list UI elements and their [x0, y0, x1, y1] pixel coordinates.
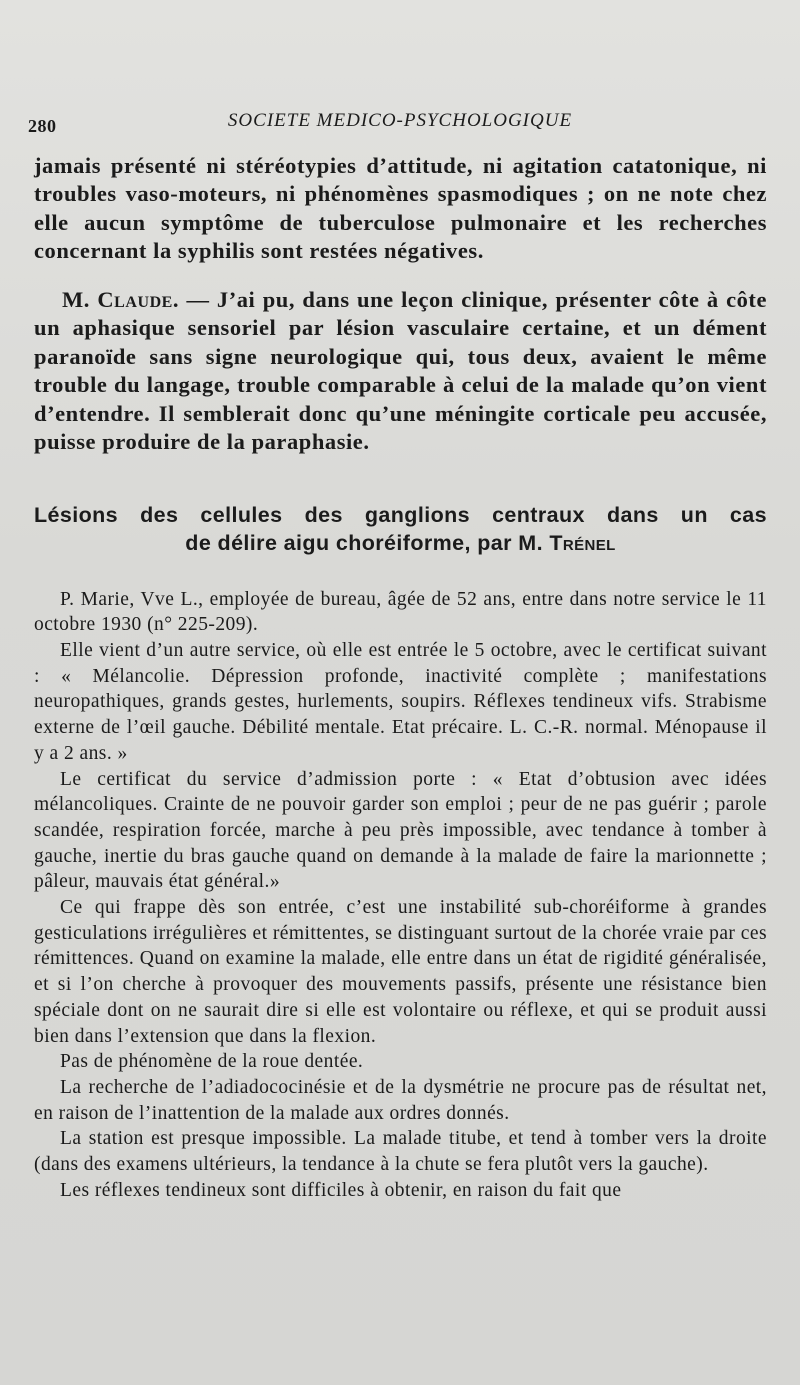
- section-author: Trénel: [549, 530, 616, 555]
- section-title: [34, 501, 767, 557]
- case-report: [34, 587, 767, 1204]
- paragraph-claude-remark: [34, 286, 767, 457]
- remark-text: — J’ai pu, dans une leçon clinique, présenter côte à côte un aphasique sensoriel par lésion vasculaire certaine, et un dément paranoïde sans signe neurologique qui, tous deux, avaient le même trouble du langage, trouble comparable à celui de la malade qu’on vient d’entendre. Il semblerait donc qu’une méningite corticale peu accusée, puisse produire de la paraphasie.: [34, 286, 767, 455]
- body-paragraph: Ce qui frappe dès son entrée, c’est une instabilité sub-choréiforme à grandes gesticulations irrégulières et rémittentes, se distinguant surtout de la chorée vraie par ces rémittences. Quand on examine la malade, elle entre dans un état de rigidité généralisée, et si l’on cherche à provoquer des mouvements passifs, présente une résistance bien spéciale dont on ne saurait dire si elle est volontaire ou réflexe, et qui se produit aussi bien dans l’extension que dans la flexion.: [34, 897, 767, 1047]
- page-header: [0, 110, 800, 138]
- page-content: [34, 152, 767, 1204]
- section-title-line1: Lésions des cellules des ganglions centraux dans un cas: [34, 502, 767, 527]
- body-paragraph: Le certificat du service d’admission porte : « Etat d’obtusion avec idées mélancoliques. Crainte de ne pouvoir garder son emploi ; peur de ne pas guérir ; parole scandée, respiration forcée, marche à peu près impossible, avec tendance à tomber à gauche, inertie du bras gauche quand on demande à la malade de faire la marionnette ; pâleur, mauvais état général.»: [34, 768, 767, 893]
- body-paragraph: La station est presque impossible. La malade titube, et tend à tomber vers la droite (dans des examens ultérieurs, la tendance à la chute se fera plutôt vers la gauche).: [34, 1128, 767, 1176]
- body-paragraph: Pas de phénomène de la roue dentée.: [60, 1051, 364, 1073]
- section-title-line2: [34, 529, 767, 557]
- section-title-line2-prefix: de délire aigu choréiforme, par M.: [185, 530, 550, 555]
- body-paragraph: P. Marie, Vve L., employée de bureau, âgée de 52 ans, entre dans notre service le 11 octobre 1930 (n° 225-209).: [34, 588, 767, 636]
- running-title: SOCIETE MEDICO-PSYCHOLOGIQUE: [227, 110, 573, 131]
- page-number: 280: [28, 116, 57, 136]
- body-paragraph: La recherche de l’adiadococinésie et de la dysmétrie ne procure pas de résultat net, en raison de l’inattention de la malade aux ordres donnés.: [34, 1076, 767, 1124]
- body-paragraph: Elle vient d’un autre service, où elle est entrée le 5 octobre, avec le certificat suivant : « Mélancolie. Dépression profonde, inactivité complète ; manifestations neuropathiques, grands gestes, hurlements, soupirs. Réflexes tendineux vifs. Strabisme externe de l’œil gauche. Débilité mentale. Etat précaire. L. C.-R. normal. Ménopause il y a 2 ans. »: [34, 640, 767, 764]
- body-paragraph: Les réflexes tendineux sont difficiles à obtenir, en raison du fait que: [60, 1179, 622, 1201]
- paragraph-continuation: jamais présenté ni stéréotypies d’attitude, ni agitation catatonique, ni troubles vaso-moteurs, ni phénomènes spasmodiques ; on ne note chez elle aucun symptôme de tuberculose pulmonaire et les recherches concernant la syphilis sont restées négatives.: [34, 153, 767, 264]
- speaker-name: M. Claude.: [62, 286, 180, 312]
